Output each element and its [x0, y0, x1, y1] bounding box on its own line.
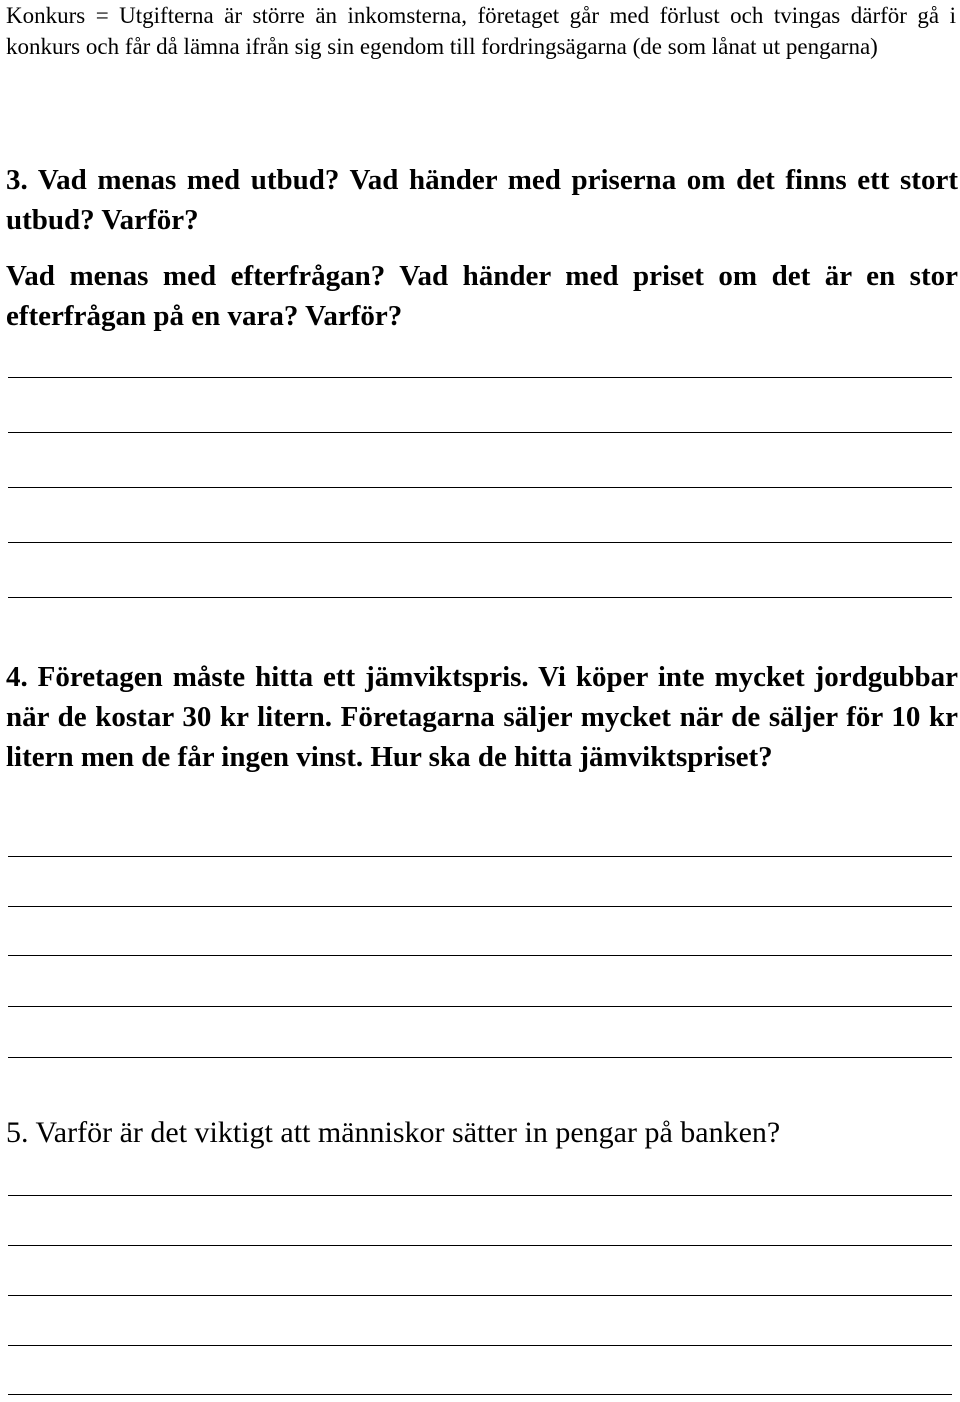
answer-line-q5-3[interactable] — [8, 1295, 952, 1296]
konkurs-definition: Konkurs = Utgifterna är större än inkomsterna, företaget går med förlust och tvingas därför gå i konkurs och får då lämna ifrån sig sin egendom till fordringsägarna (de som lånat ut pengarna) — [6, 3, 956, 59]
answer-line-q3-3[interactable] — [8, 487, 952, 488]
answer-line-q3-2[interactable] — [8, 432, 952, 433]
answer-line-q5-4[interactable] — [8, 1345, 952, 1346]
question-4-equilibrium: 4. Företagen måste hitta ett jämviktspris. Vi köper inte mycket jordgubbar när de kostar 30 kr litern. Företagarna säljer mycket när de säljer för 10 kr litern men de får ingen vinst. Hur ska de hitta jämviktspriset? — [6, 661, 958, 773]
answer-line-q4-3[interactable] — [8, 955, 952, 956]
answer-line-q5-2[interactable] — [8, 1245, 952, 1246]
question-3-demand: Vad menas med efterfrågan? Vad händer med priset om det är en stor efterfrågan på en vara? Varför? — [6, 260, 958, 332]
answer-line-q4-4[interactable] — [8, 1006, 952, 1007]
question-5-bank: 5. Varför är det viktigt att människor sätter in pengar på banken? — [6, 1116, 781, 1149]
question-3-supply: 3. Vad menas med utbud? Vad händer med priserna om det finns ett stort utbud? Varför? — [6, 164, 958, 236]
answer-line-q3-5[interactable] — [8, 597, 952, 598]
answer-line-q5-1[interactable] — [8, 1195, 952, 1196]
answer-line-q4-5[interactable] — [8, 1057, 952, 1058]
answer-line-q4-1[interactable] — [8, 856, 952, 857]
answer-line-q3-4[interactable] — [8, 542, 952, 543]
answer-line-q3-1[interactable] — [8, 377, 952, 378]
answer-line-q5-5[interactable] — [8, 1394, 952, 1395]
answer-line-q4-2[interactable] — [8, 906, 952, 907]
